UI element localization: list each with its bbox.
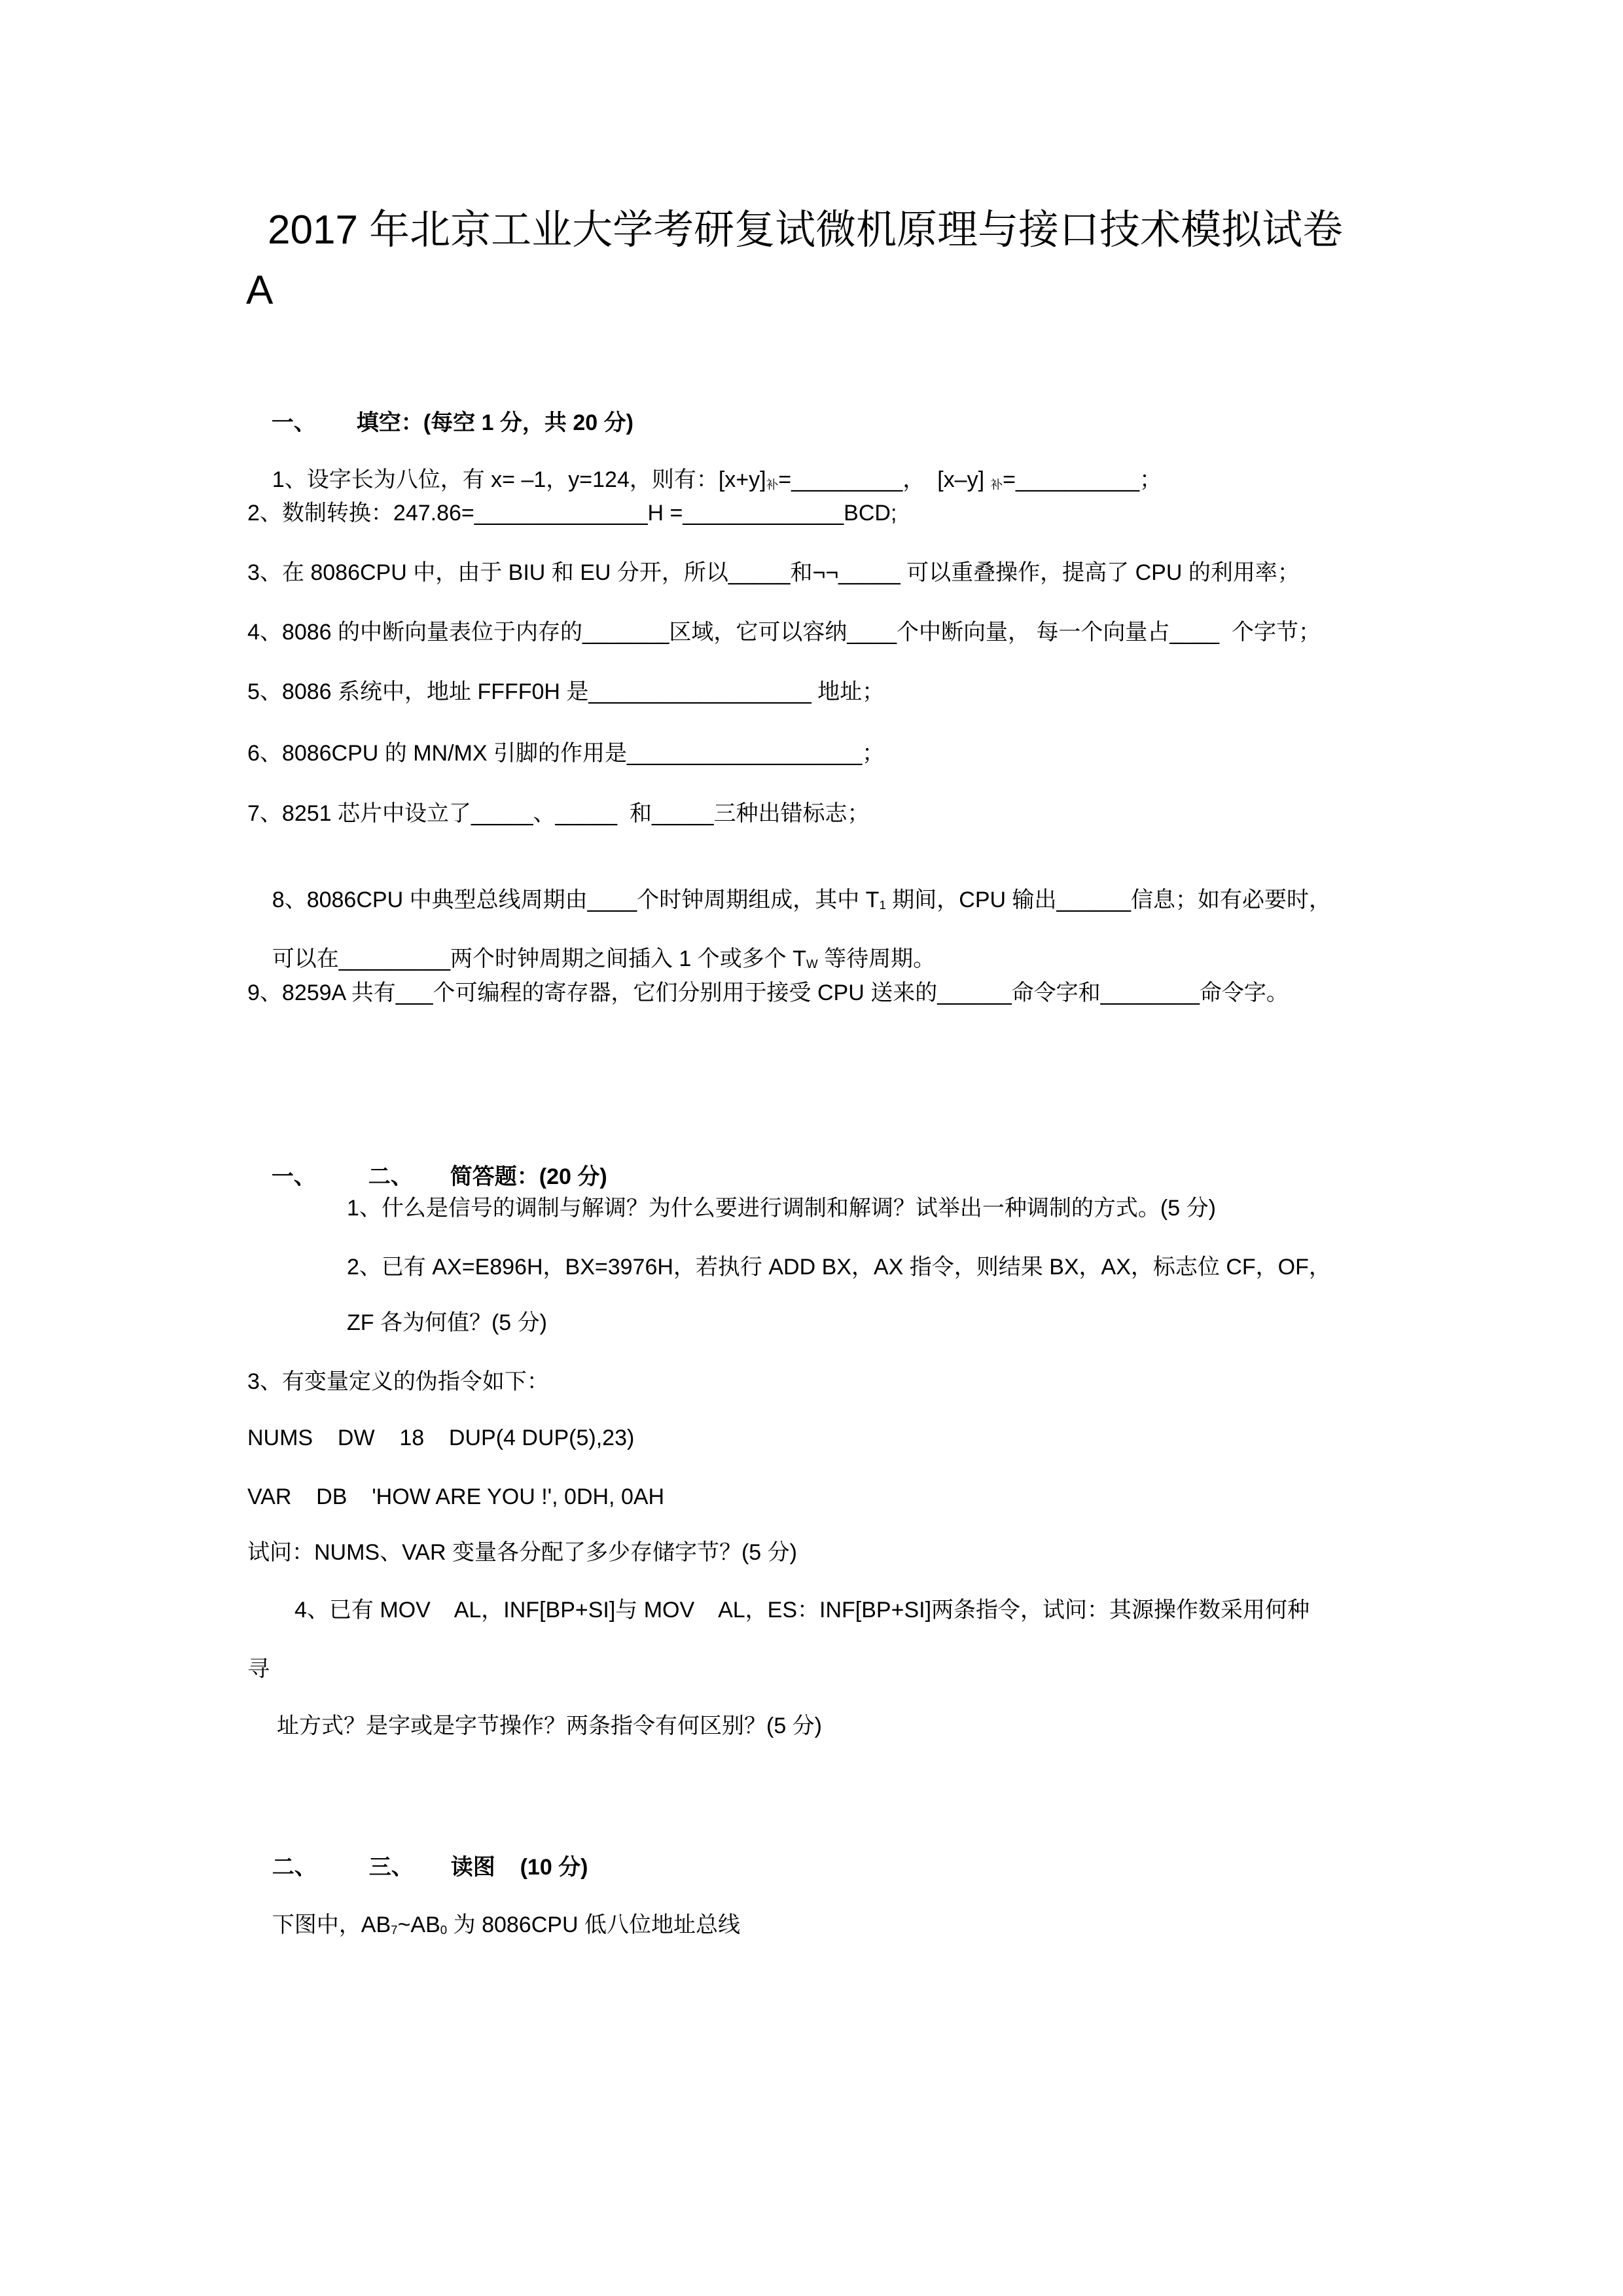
q1-subscript-2: 补 [990, 477, 1003, 492]
intro-text-pre: 下图中，AB [272, 1912, 391, 1937]
short-question-1: 1、什么是信号的调制与解调？为什么要进行调制和解调？试举出一种调制的方式。(5 分) [347, 1196, 1216, 1221]
short-question-4-continued: 址方式？是字或是字节操作？两条指令有何区别？(5 分) [277, 1713, 822, 1738]
q1-text-mid: =_________， [x–y] [778, 467, 991, 492]
section3-number: 三、 [368, 1855, 414, 1880]
section1-title: 填空：(每空 1 分，共 20 分) [356, 410, 633, 435]
intro-subscript-0: 0 [440, 1922, 448, 1937]
fill-question-2: 2、数制转换：247.86=______________H =_____________BCD; [247, 501, 897, 526]
q8-subscript: 1 [879, 897, 886, 912]
page-title: 2017 年北京工业大学考研复试微机原理与接口技术模拟试卷 [268, 207, 1344, 253]
section3-title: 读图 (10 分) [450, 1855, 588, 1880]
q8b-text-post: 等待周期。 [817, 946, 936, 971]
short-question-4: 4、已有 MOV AL，INF[BP+SI]与 MOV AL，ES：INF[BP+SI]两条指令，试问：其源操作数采用何种 [294, 1598, 1310, 1623]
section3-intro [247, 1886, 740, 1964]
section2-title: 简答题：(20 分) [450, 1164, 607, 1189]
q8-text-post: 期间，CPU 输出______信息；如有必要时， [885, 888, 1331, 912]
q1-subscript-1: 补 [766, 477, 779, 492]
intro-text-post: 为 8086CPU 低八位地址总线 [447, 1912, 740, 1937]
short-question-2-continued: ZF 各为何值？(5 分) [347, 1310, 547, 1335]
q8b-text-pre: 可以在_________两个时钟周期之间插入 1 个或多个 T [272, 946, 806, 971]
section1-number: 一、 [271, 410, 316, 435]
short-question-4-wrap: 寻 [247, 1657, 270, 1681]
short-question-2: 2、已有 AX=E896H，BX=3976H，若执行 ADD BX，AX 指令，则结果 BX，AX，标志位 CF，OF， [347, 1255, 1331, 1280]
page-title-suffix: A [246, 268, 274, 313]
short-question-3: 3、有变量定义的伪指令如下： [247, 1369, 549, 1394]
section2-prefix: 一、 [271, 1164, 316, 1189]
fill-question-9: 9、8259A 共有___个可编程的寄存器，它们分别用于接受 CPU 送来的______命令字和________命令字。 [247, 980, 1289, 1005]
intro-text-mid: ~AB [397, 1912, 440, 1937]
q1-text-post: =__________； [1003, 467, 1162, 492]
fill-question-5: 5、8086 系统中，地址 FFFF0H 是__________________ 地址； [247, 679, 885, 704]
fill-question-6: 6、8086CPU 的 MN/MX 引脚的作用是___________________； [247, 741, 885, 766]
code-line-var: VAR DB 'HOW ARE YOU !', 0DH, 0AH [247, 1484, 665, 1509]
q8b-subscript: W [806, 956, 818, 971]
code-line-nums: NUMS DW 18 DUP(4 DUP(5),23) [247, 1426, 635, 1450]
section3-prefix: 二、 [272, 1855, 317, 1880]
fill-question-4: 4、8086 的中断向量表位于内存的_______区域，它可以容纳____个中断向量， 每一个向量占____ 个字节； [247, 620, 1321, 645]
q8-text-pre: 8、8086CPU 中典型总线周期由____个时钟周期组成，其中 T [272, 888, 880, 912]
short-question-3-ask: 试问：NUMS、VAR 变量各分配了多少存储字节？(5 分) [247, 1540, 797, 1565]
q1-text-pre: 1、设字长为八位，有 x= –1，y=124，则有：[x+y] [272, 467, 766, 492]
intro-subscript-7: 7 [391, 1922, 398, 1937]
fill-question-7: 7、8251 芯片中设立了_____、_____ 和_____三种出错标志； [247, 801, 870, 826]
section2-number: 二、 [368, 1164, 413, 1189]
fill-question-3: 3、在 8086CPU 中，由于 BIU 和 EU 分开，所以_____和¬¬_____ 可以重叠操作，提高了 CPU 的利用率； [247, 560, 1300, 585]
